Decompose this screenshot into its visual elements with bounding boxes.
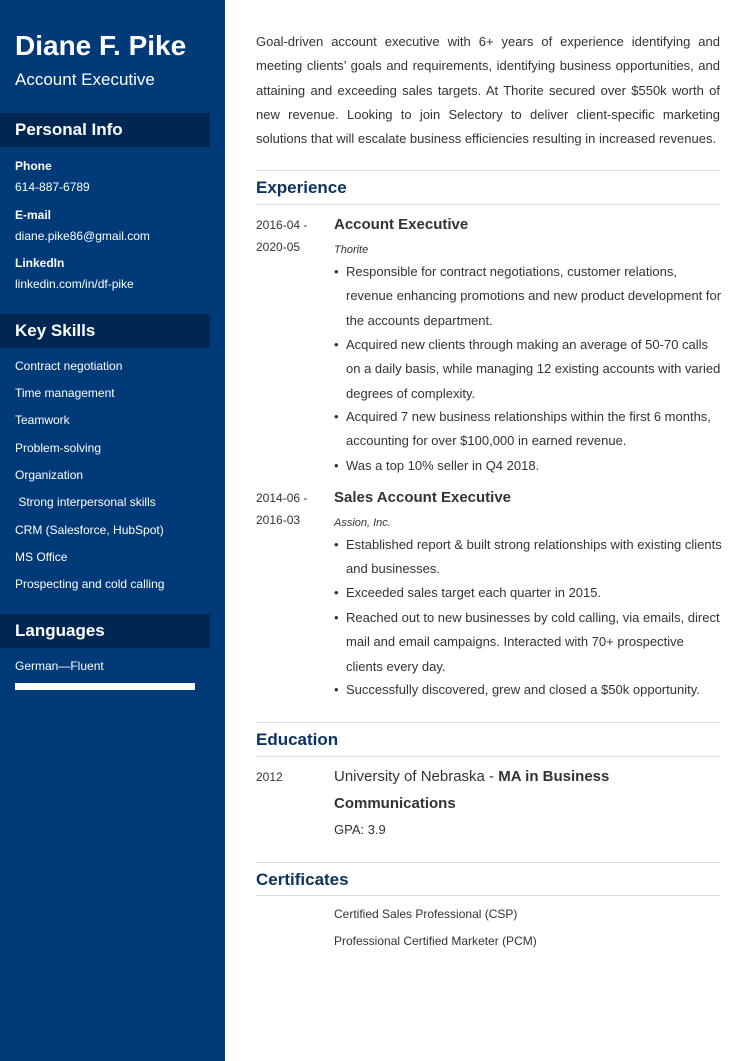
certificates-heading: Certificates: [256, 870, 349, 889]
skill-item: CRM (Salesforce, HubSpot): [15, 523, 164, 537]
phone-label: Phone: [15, 159, 52, 173]
job-bullet: • Acquired 7 new business relationships within the first 6 months, accounting for over $100,000 in earned revenue.: [334, 405, 722, 454]
bullet-icon: •: [334, 585, 339, 600]
job-bullet: • Acquired new clients through making an average of 50-70 calls on a daily basis, while managing 12 existing accounts with varied degrees of complexity.: [334, 333, 722, 406]
bullet-icon: •: [334, 610, 339, 625]
experience-heading: Experience: [256, 178, 347, 197]
section-divider: [256, 895, 720, 896]
job-bullet: • Reached out to new businesses by cold calling, via emails, direct mail and email campaigns. Interacted with 70+ prospective clients every day.: [334, 606, 722, 679]
sidebar: [0, 0, 225, 1061]
section-divider: [256, 204, 720, 205]
skill-item: Strong interpersonal skills: [15, 495, 156, 509]
education-gpa: GPA: 3.9: [334, 822, 386, 837]
job-date-end: 2020-05: [256, 240, 301, 254]
job-title: Sales Account Executive: [334, 489, 512, 506]
linkedin-value: linkedin.com/in/df-pike: [15, 277, 134, 291]
job-company: Assion, Inc.: [334, 517, 391, 529]
candidate-title: Account Executive: [15, 70, 155, 89]
linkedin-label: LinkedIn: [15, 256, 65, 270]
skill-item: Organization: [15, 468, 84, 482]
section-divider: [256, 722, 720, 723]
education-heading: Education: [256, 730, 339, 749]
education-year: 2012: [256, 770, 283, 784]
personal-info-heading: Personal Info: [0, 113, 210, 147]
skill-item: Prospecting and cold calling: [15, 577, 165, 591]
languages-heading: Languages: [0, 614, 210, 648]
education-school: University of Nebraska -: [334, 768, 495, 785]
language-label: German—Fluent: [15, 659, 104, 673]
section-divider: [256, 170, 720, 171]
email-value: diane.pike86@gmail.com: [15, 229, 150, 243]
job-bullet: • Exceeded sales target each quarter in 2015.: [334, 581, 722, 605]
bullet-icon: •: [334, 337, 339, 352]
skill-item: Teamwork: [15, 413, 70, 427]
skill-item: Contract negotiation: [15, 359, 123, 373]
job-date-start: 2014-06 -: [256, 491, 308, 505]
phone-value: 614-887-6789: [15, 180, 90, 194]
skill-item: Problem-solving: [15, 441, 102, 455]
section-divider: [256, 862, 720, 863]
bullet-icon: •: [334, 409, 339, 424]
bullet-icon: •: [334, 264, 339, 279]
job-date-end: 2016-03: [256, 513, 301, 527]
certificate-item: Professional Certified Marketer (PCM): [334, 934, 537, 948]
job-bullet: • Successfully discovered, grew and closed a $50k opportunity.: [334, 678, 722, 702]
profile-summary: Goal-driven account executive with 6+ years of experience identifying and meeting clients’ goals and requirements, identifying business opportunities, and attaining and exceeding sales targets. At Thorite secured over $550k worth of new revenue. Looking to join Selectory to deliver client-specific marketing solutions that will escalate business efficiencies resulting in increased revenues.: [256, 34, 720, 147]
job-title: Account Executive: [334, 216, 469, 233]
skill-item: MS Office: [15, 550, 68, 564]
candidate-name: Diane F. Pike: [15, 30, 187, 61]
bullet-icon: •: [334, 458, 339, 473]
key-skills-heading: Key Skills: [0, 314, 210, 348]
job-bullet: • Was a top 10% seller in Q4 2018.: [334, 454, 722, 478]
language-level-bar: [15, 683, 195, 690]
bullet-icon: •: [334, 537, 339, 552]
job-company: Thorite: [334, 244, 369, 256]
skill-item: Time management: [15, 386, 115, 400]
education-degree: MA in Business: [498, 768, 610, 785]
job-bullet: • Established report & built strong relationships with existing clients and businesses.: [334, 533, 722, 582]
email-label: E-mail: [15, 208, 52, 222]
education-school-line: [334, 767, 609, 787]
job-date-start: 2016-04 -: [256, 218, 308, 232]
language-level-fill: [15, 683, 195, 690]
section-divider: [256, 756, 720, 757]
bullet-icon: •: [334, 682, 339, 697]
education-degree-cont: Communications: [334, 795, 456, 812]
certificate-item: Certified Sales Professional (CSP): [334, 907, 518, 921]
job-bullet: • Responsible for contract negotiations, customer relations, revenue enhancing promotions and new product development for the accounts department.: [334, 260, 722, 333]
